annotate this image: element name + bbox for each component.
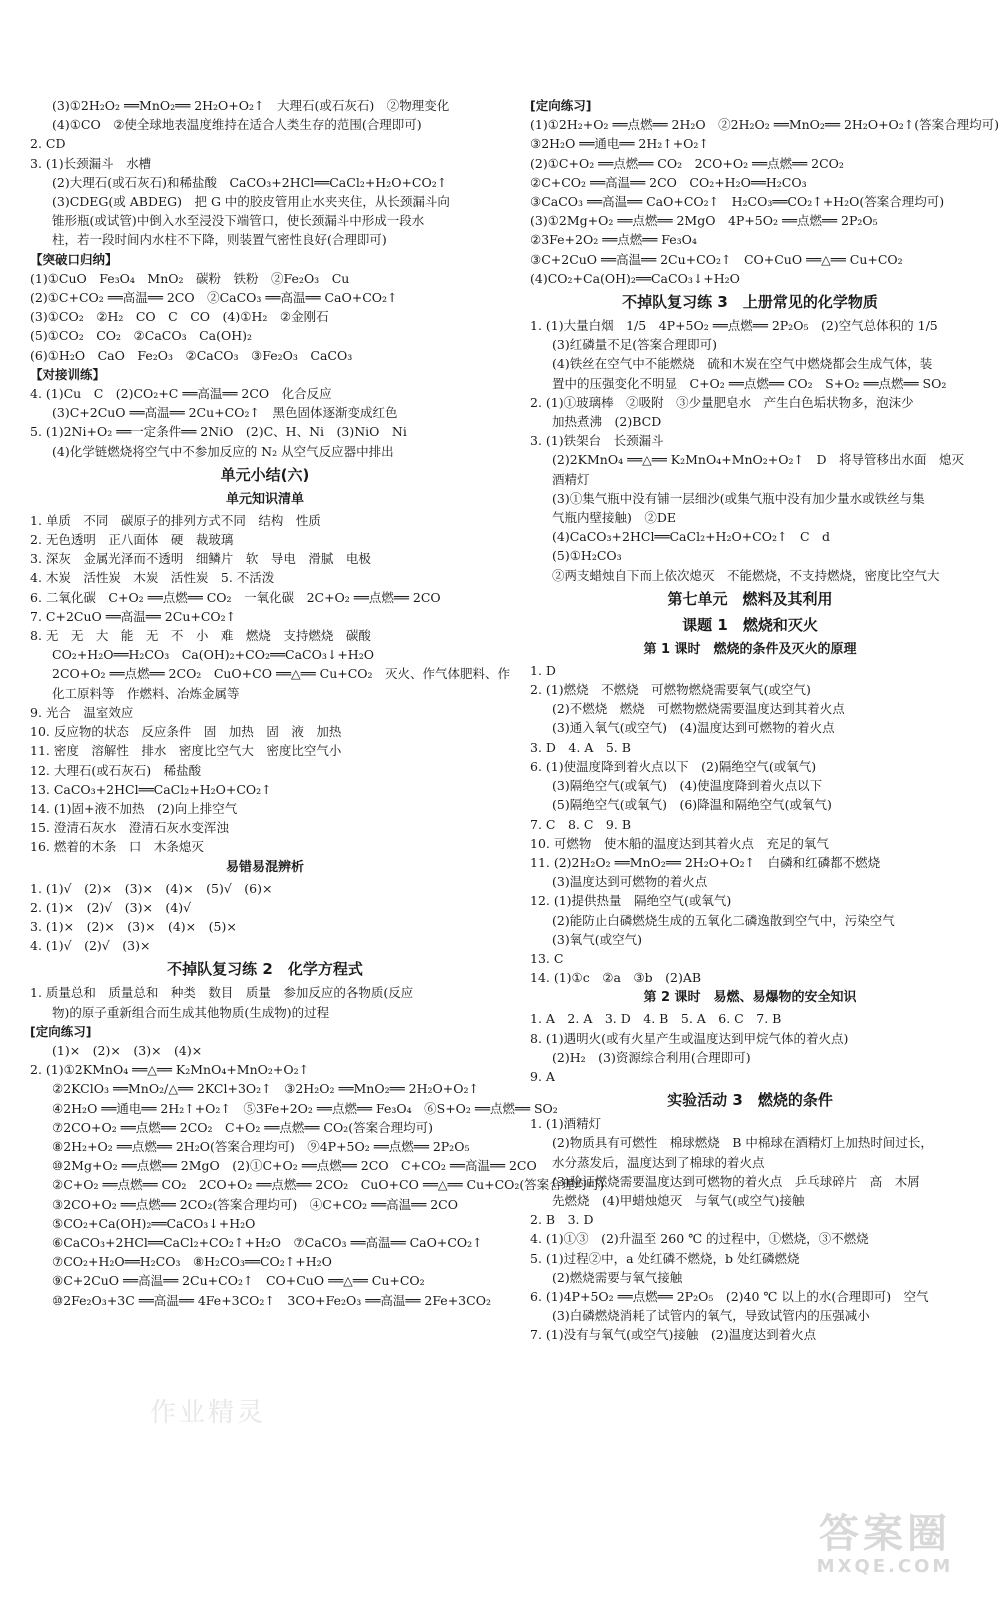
answer-line: 柱，若一段时间内水柱不下降，则装置气密性良好(合理即可) (52, 232, 387, 248)
answer-line: (1)× (2)× (3)× (4)× (52, 1042, 203, 1058)
answer-line: 2. (1)燃烧 不燃烧 可燃物燃烧需要氧气(或空气) (530, 682, 811, 698)
answer-line: 1. A 2. A 3. D 4. B 5. A 6. C 7. B (530, 1011, 782, 1027)
answer-line: 【突破口归纳】 (30, 251, 118, 267)
answer-line: (1)①2H₂+O₂ ══点燃══ 2H₂O ②2H₂O₂ ══MnO₂══ 2H₂O+O₂↑(答案合理均可) (530, 117, 1000, 133)
answer-line: ⑥CaCO₃+2HCl══CaCl₂+CO₂↑+H₂O ⑦CaCO₃ ══高温══ CaO+CO₂↑ (52, 1234, 483, 1250)
answer-line: (3)氧气(或空气) (552, 931, 642, 947)
answer-line: 【对接训练】 (30, 366, 106, 382)
answer-line: 锥形瓶(或试管)中倒入水至浸没下端管口，使长颈漏斗中形成一段水 (52, 213, 425, 229)
answer-line: 14. (1)①c ②a ③b (2)AB (530, 970, 702, 986)
section-heading: 易错易混辨析 (225, 859, 304, 875)
answer-line: 2. 无色透明 正八面体 硬 裁玻璃 (30, 532, 234, 548)
answer-line: (2)①C+O₂ ══点燃══ CO₂ 2CO+O₂ ══点燃══ 2CO₂ (530, 155, 844, 171)
answer-line: 物)的原子重新组合而生成其他物质(生成物)的过程 (52, 1004, 330, 1020)
answer-line: (3)红磷量不足(答案合理即可) (552, 337, 717, 353)
answer-line: 酒精灯 (552, 471, 590, 487)
answer-line: 2CO+O₂ ══点燃══ 2CO₂ CuO+CO ══△══ Cu+CO₂ 灭火、作气体肥料、作 (52, 666, 511, 682)
answer-line: (3)通入氧气(或空气) (4)温度达到可燃物的着火点 (552, 720, 835, 736)
answer-line: (3)①2Mg+O₂ ══点燃══ 2MgO 4P+5O₂ ══点燃══ 2P₂O₅ (530, 213, 878, 229)
answer-line: ⑧2H₂+O₂ ══点燃══ 2H₂O(答案合理均可) ⑨4P+5O₂ ══点燃══ 2P₂O₅ (52, 1138, 470, 1154)
answer-line: (2)物质具有可燃性 棉球燃烧 B 中棉球在酒精灯上加热时间过长， (552, 1135, 933, 1151)
answer-line: 6. (1)使温度降到着火点以下 (2)隔绝空气(或氧气) (530, 758, 817, 774)
answer-line: 2. B 3. D (530, 1212, 594, 1228)
answer-line: 2. (1)①2KMnO₄ ══△══ K₂MnO₄+MnO₂+O₂↑ (30, 1062, 310, 1078)
section-heading: 单元小结(六) (220, 465, 310, 484)
right-column (530, 96, 1000, 1345)
answer-line: [定向练习] (530, 98, 592, 113)
answer-line: 13. CaCO₃+2HCl══CaCl₂+H₂O+CO₂↑ (30, 781, 272, 797)
answer-line: (3)C+2CuO ══高温══ 2Cu+CO₂↑ 黑色固体逐渐变成红色 (52, 405, 398, 421)
answer-line: 3. (1)铁架台 长颈漏斗 (530, 433, 664, 449)
answer-line: 1. 单质 不同 碳原子的排列方式不同 结构 性质 (30, 512, 321, 528)
answer-line: ②C+O₂ ══点燃══ CO₂ 2CO+O₂ ══点燃══ 2CO₂ CuO+CO ══△══ Cu+CO₂(答案合理均可) (52, 1177, 605, 1193)
answer-line: (2)不燃烧 燃烧 可燃物燃烧需要温度达到其着火点 (552, 701, 845, 717)
answer-line: 3. 深灰 金属光泽而不透明 细鳞片 软 导电 滑腻 电极 (30, 551, 371, 567)
answer-line: ④2H₂O ══通电══ 2H₂↑+O₂↑ ⑤3Fe+2O₂ ══点燃══ Fe₃O₄ ⑥S+O₂ ══点燃══ SO₂ (52, 1100, 558, 1116)
answer-line: ③2CO+O₂ ══点燃══ 2CO₂(答案合理均可) ④C+CO₂ ══高温══ 2CO (52, 1196, 458, 1212)
answer-line: ⑦CO₂+H₂O══H₂CO₃ ⑧H₂CO₃══CO₂↑+H₂O (52, 1254, 332, 1270)
answer-line: 1. (1)酒精灯 (530, 1116, 602, 1132)
answer-line: 1. (1)大量白烟 1/5 4P+5O₂ ══点燃══ 2P₂O₅ (2)空气总体积的 1/5 (530, 318, 938, 334)
section-heading: 不掉队复习练 3 上册常见的化学物质 (622, 293, 878, 312)
watermark-url: MXQE.COM (816, 1556, 954, 1577)
answer-line: (2)大理石(或石灰石)和稀盐酸 CaCO₃+2HCl══CaCl₂+H₂O+CO₂↑ (52, 174, 448, 190)
answer-line: (4)化学链燃烧将空气中不参加反应的 N₂ 从空气反应器中排出 (52, 443, 394, 459)
answer-line: 4. 木炭 活性炭 木炭 活性炭 5. 不活泼 (30, 570, 275, 586)
answer-line: 12. (1)提供热量 隔绝空气(或氧气) (530, 893, 732, 909)
answer-line: 15. 澄清石灰水 澄清石灰水变浑浊 (30, 820, 229, 836)
answer-line: 13. C (530, 950, 564, 966)
answer-line: (2)燃烧需要与氧气接触 (552, 1269, 683, 1285)
answer-line: 10. 可燃物 使木船的温度达到其着火点 充足的氧气 (530, 835, 829, 851)
answer-line: 10. 反应物的状态 反应条件 固 加热 固 液 加热 (30, 724, 342, 740)
answer-line: ③CaCO₃ ══高温══ CaO+CO₂↑ H₂CO₃══CO₂↑+H₂O(答案合理均可) (530, 194, 945, 210)
answer-line: ②两支蜡烛自下而上依次熄灭 不能燃烧，不支持燃烧，密度比空气大 (552, 567, 940, 583)
section-heading: 实验活动 3 燃烧的条件 (667, 1091, 833, 1110)
answer-line: 3. D 4. A 5. B (530, 739, 631, 755)
answer-line: (1)①CuO Fe₃O₄ MnO₂ 碳粉 铁粉 ②Fe₂O₃ Cu (30, 270, 350, 286)
answer-line: ③C+2CuO ══高温══ 2Cu+CO₂↑ CO+CuO ══△══ Cu+CO₂ (530, 251, 903, 267)
answer-line: 16. 燃着的木条 口 木条熄灭 (30, 839, 204, 855)
answer-line: (4)铁丝在空气中不能燃烧 硫和木炭在空气中燃烧都会生成气体，装 (552, 356, 933, 372)
answer-line: (3)验证燃烧需要温度达到可燃物的着火点 乒乓球碎片 高 木屑 (552, 1173, 920, 1189)
section-heading: 课题 1 燃烧和灭火 (682, 615, 818, 634)
answer-line: 1. 质量总和 质量总和 种类 数目 质量 参加反应的各物质(反应 (30, 985, 414, 1001)
answer-line: 11. (2)2H₂O₂ ══MnO₂══ 2H₂O+O₂↑ 白磷和红磷都不燃烧 (530, 854, 881, 870)
answer-line: 气瓶内壁接触) ②DE (552, 510, 677, 526)
answer-line: (3)①集气瓶中没有铺一层细沙(或集气瓶中没有加少量水或铁丝与集 (552, 490, 925, 506)
answer-line: 2. CD (30, 136, 66, 152)
answer-line: (2)H₂ (3)资源综合利用(合理即可) (552, 1049, 751, 1065)
answer-line: 1. D (530, 662, 556, 678)
answer-line: (4)CO₂+Ca(OH)₂══CaCO₃↓+H₂O (530, 270, 740, 286)
answer-line: (6)①H₂O CaO Fe₂O₃ ②CaCO₃ ③Fe₂O₃ CaCO₃ (30, 347, 353, 363)
answer-line: (3)白磷燃烧消耗了试管内的氧气，导致试管内的压强减小 (552, 1308, 870, 1324)
answer-line: 4. (1)√ (2)√ (3)× (30, 938, 151, 954)
answer-line: CO₂+H₂O══H₂CO₃ Ca(OH)₂+CO₂══CaCO₃↓+H₂O (52, 647, 374, 663)
answer-line: 6. (1)4P+5O₂ ══点燃══ 2P₂O₅ (2)40 ℃ 以上的水(合理即可) 空气 (530, 1288, 929, 1304)
answer-line: 2. (1)× (2)√ (3)× (4)√ (30, 899, 192, 915)
answer-line: (4)①CO ②使全球地表温度维持在适合人类生存的范围(合理即可) (52, 117, 422, 133)
answer-line: 4. (1)Cu C (2)CO₂+C ══高温══ 2CO 化合反应 (30, 386, 332, 402)
section-heading: 第七单元 燃料及其利用 (667, 589, 833, 608)
answer-line: ⑦2CO+O₂ ══点燃══ 2CO₂ C+O₂ ══点燃══ CO₂(答案合理均可) (52, 1119, 433, 1135)
answer-line: ⑤CO₂+Ca(OH)₂══CaCO₃↓+H₂O (52, 1215, 256, 1231)
faded-stamp: 作业精灵 (150, 1398, 267, 1428)
answer-line: 2. (1)①玻璃棒 ②吸附 ③少量肥皂水 产生白色垢状物多，泡沫少 (530, 394, 914, 410)
answer-line: 9. A (530, 1068, 555, 1084)
answer-line: 7. (1)没有与氧气(或空气)接触 (2)温度达到着火点 (530, 1327, 817, 1343)
answer-line: 3. (1)长颈漏斗 水槽 (30, 155, 152, 171)
answer-line: (3)①2H₂O₂ ══MnO₂══ 2H₂O+O₂↑ 大理石(或石灰石) ②物理变化 (52, 98, 450, 113)
answer-line: 3. (1)× (2)× (3)× (4)× (5)× (30, 918, 237, 934)
answer-line: 7. C+2CuO ══高温══ 2Cu+CO₂↑ (30, 608, 237, 624)
answer-line: 7. C 8. C 9. B (530, 816, 632, 832)
answer-line: 8. 无 无 大 能 无 不 小 难 燃烧 支持燃烧 碳酸 (30, 628, 371, 644)
answer-line: (5)①CO₂ CO₂ ②CaCO₃ Ca(OH)₂ (30, 328, 253, 344)
answer-line: 11. 密度 溶解性 排水 密度比空气大 密度比空气小 (30, 743, 342, 759)
answer-line: ②2KClO₃ ══MnO₂/△══ 2KCl+3O₂↑ ③2H₂O₂ ══MnO₂══ 2H₂O+O₂↑ (52, 1081, 479, 1097)
answer-line: (5)隔绝空气(或氧气) (6)降温和隔绝空气(或氧气) (552, 797, 832, 813)
answer-line: ②3Fe+2O₂ ══点燃══ Fe₃O₄ (530, 232, 697, 248)
answer-line: 5. (1)2Ni+O₂ ══一定条件══ 2NiO (2)C、H、Ni (3)NiO Ni (30, 424, 407, 440)
answer-line: [定向练习] (30, 1023, 92, 1039)
answer-line: (2)能防止白磷燃烧生成的五氧化二磷逸散到空气中，污染空气 (552, 912, 895, 928)
answer-line: (5)①H₂CO₃ (552, 548, 622, 564)
answer-line: ③2H₂O ══通电══ 2H₂↑+O₂↑ (530, 136, 709, 152)
answer-line: 12. 大理石(或石灰石) 稀盐酸 (30, 762, 202, 778)
answer-line: ②C+CO₂ ══高温══ 2CO CO₂+H₂O══H₂CO₃ (530, 174, 807, 190)
section-heading: 第 1 课时 燃烧的条件及灭火的原理 (643, 641, 857, 657)
answer-line: 5. (1)过程②中，a 处红磷不燃烧，b 处红磷燃烧 (530, 1250, 800, 1266)
answer-line: (2)①C+CO₂ ══高温══ 2CO ②CaCO₃ ══高温══ CaO+CO₂↑ (30, 290, 398, 306)
answer-line: ⑨C+2CuO ══高温══ 2Cu+CO₂↑ CO+CuO ══△══ Cu+CO₂ (52, 1273, 425, 1289)
answer-line: 4. (1)①③ (2)升温至 260 ℃ 的过程中，①燃烧，③不燃烧 (530, 1231, 869, 1247)
answer-line: (3)温度达到可燃物的着火点 (552, 874, 708, 890)
watermark-title: 答案圈 (819, 1511, 951, 1557)
section-heading: 不掉队复习练 2 化学方程式 (167, 960, 363, 979)
answer-line: 6. 二氧化碳 C+O₂ ══点燃══ CO₂ 一氧化碳 2C+O₂ ══点燃══ 2CO (30, 589, 441, 605)
answer-line: ⑩2Fe₂O₃+3C ══高温══ 4Fe+3CO₂↑ 3CO+Fe₂O₃ ══高温══ 2Fe+3CO₂ (52, 1292, 491, 1308)
section-heading: 第 2 课时 易燃、易爆物的安全知识 (643, 990, 857, 1006)
section-heading: 单元知识清单 (225, 491, 304, 507)
answer-line: 1. (1)√ (2)× (3)× (4)× (5)√ (6)× (30, 880, 273, 896)
answer-line: (4)CaCO₃+2HCl══CaCl₂+H₂O+CO₂↑ C d (552, 529, 831, 545)
answer-line: 9. 光合 温室效应 (30, 704, 134, 720)
answer-line: (3)隔绝空气(或氧气) (4)使温度降到着火点以下 (552, 778, 823, 794)
answer-line: (2)2KMnO₄ ══△══ K₂MnO₄+MnO₂+O₂↑ D 将导管移出水面 熄灭 (552, 452, 965, 468)
answer-line: 化工原料等 作燃料、冶炼金属等 (52, 685, 240, 701)
answer-line: 置中的压强变化不明显 C+O₂ ══点燃══ CO₂ S+O₂ ══点燃══ SO₂ (552, 375, 947, 391)
answer-line: ⑩2Mg+O₂ ══点燃══ 2MgO (2)①C+O₂ ══点燃══ 2CO C+CO₂ ══高温══ 2CO (52, 1158, 537, 1174)
answer-line: (3)CDEG(或 ABDEG) 把 G 中的胶皮管用止水夹夹住，从长颈漏斗向 (52, 194, 450, 210)
answer-line: 加热煮沸 (2)BCD (552, 414, 662, 430)
answer-line: 先燃烧 (4)甲蜡烛熄灭 与氧气(或空气)接触 (552, 1192, 805, 1208)
watermark-logo (790, 1512, 980, 1582)
answer-line: (3)①CO₂ ②H₂ CO C CO (4)①H₂ ②金刚石 (30, 309, 329, 325)
answer-line: 水分蒸发后，温度达到了棉球的着火点 (552, 1154, 765, 1170)
answer-line: 14. (1)固+液不加热 (2)向上排空气 (30, 800, 238, 816)
answer-line: 8. (1)遇明火(或有火星产生或温度达到甲烷气体的着火点) (530, 1030, 849, 1046)
